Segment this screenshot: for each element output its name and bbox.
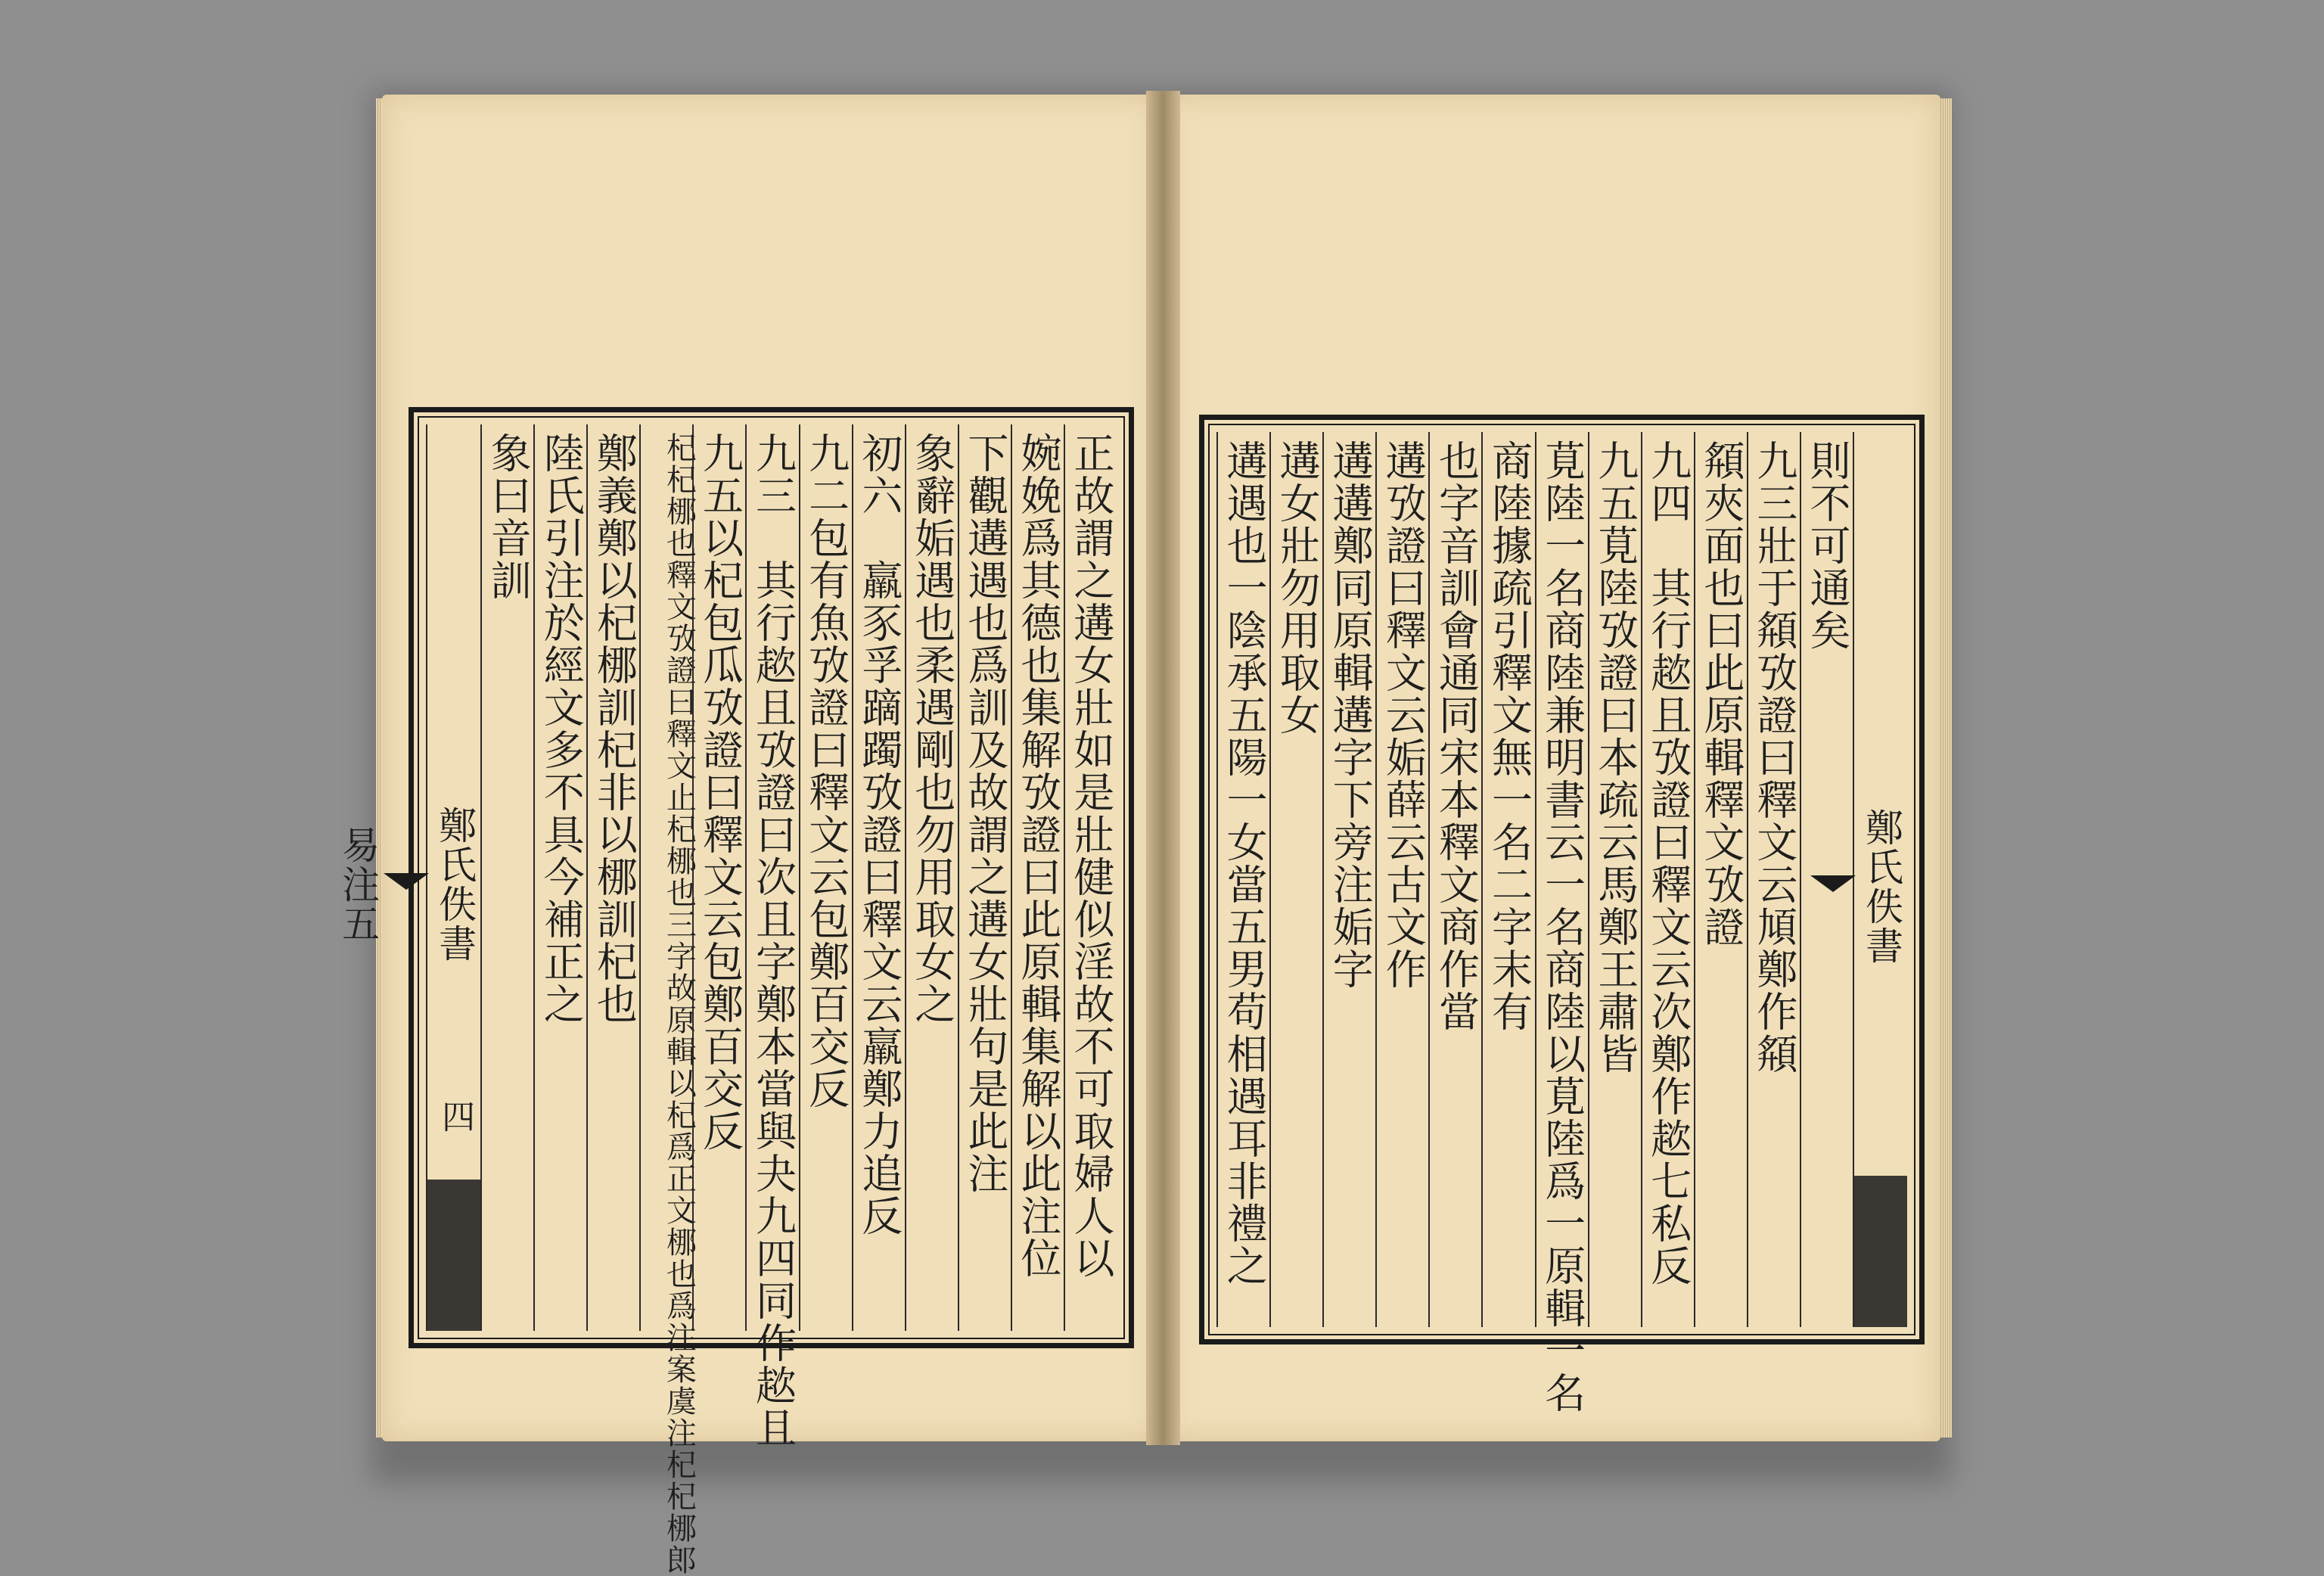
text-column: 象曰音訓 xyxy=(480,424,533,1331)
text-column: 九四 其行趑且攷證曰釋文云次鄭作趑七私反 xyxy=(1641,432,1694,1327)
text-column: 九三 其行趑且攷證曰次且字鄭本當與夬九四同作趑且 xyxy=(745,424,798,1331)
text-column: 九二包有魚攷證曰釋文云包鄭百交反 xyxy=(799,424,852,1331)
text-column: 初六 羸豕孚蹢躅攷證曰釋文云羸鄭力追反 xyxy=(852,424,905,1331)
fish-tail-mark xyxy=(384,873,429,890)
right-columns xyxy=(1216,432,1907,1414)
text-column: 遘女壯勿用取女 xyxy=(1269,432,1322,1327)
right-text-frame xyxy=(1199,415,1925,1414)
margin-section: 易注五 xyxy=(336,825,381,943)
text-column: 則不可通矣 xyxy=(1800,432,1853,1327)
text-column: 杞杞梛也釋文攷證曰釋文止杞梛也三字故原輯以杞爲正文梛也爲注案虞注杞杞梛郎 xyxy=(639,424,692,1331)
left-text-frame xyxy=(336,407,1134,1576)
text-column: 商陸據疏引釋文無一名二字末有 xyxy=(1481,432,1534,1327)
text-column: 莧陸一名商陸兼明書云一名商陸以莧陸爲一原輯一名 xyxy=(1535,432,1588,1327)
text-column: 九五以杞包瓜攷證曰釋文云包鄭百交反 xyxy=(692,424,745,1331)
text-column: 遘攷證曰釋文云姤薛云古文作 xyxy=(1375,432,1428,1327)
book-gutter xyxy=(1146,91,1180,1445)
text-column: 正故謂之遘女壯如是壯健似淫故不可取婦人以 xyxy=(1064,424,1117,1331)
margin-black-block xyxy=(427,1180,480,1331)
text-column: 頯夾面也曰此原輯釋文攷證 xyxy=(1694,432,1747,1327)
margin-title: 鄭氏佚書 xyxy=(1860,807,1903,965)
left-columns xyxy=(336,424,1117,1576)
text-column: 陸氏引注於經文多不具今補正之 xyxy=(533,424,586,1331)
text-column: 象辭姤遇也柔遇剛也勿用取女之 xyxy=(905,424,958,1331)
page-number: 四 xyxy=(436,1099,475,1134)
text-column: 九五莧陸攷證曰本疏云馬鄭王肅皆 xyxy=(1588,432,1641,1327)
text-column: 婉娩爲其德也集解攷證曰此原輯集解以此注位 xyxy=(1011,424,1064,1331)
margin-title: 鄭氏佚書 xyxy=(433,806,477,963)
text-column: 遘遘鄭同原輯遘字下旁注姤字 xyxy=(1322,432,1375,1327)
text-column: 也字音訓會通同宋本釋文商作當 xyxy=(1428,432,1481,1327)
left-page-margin-column xyxy=(336,424,480,1331)
text-column: 下觀遘遇也爲訓及故謂之遘女壯句是此注 xyxy=(958,424,1011,1331)
fish-tail-mark xyxy=(1810,875,1856,892)
right-page-margin-column xyxy=(1853,432,1907,1327)
margin-black-block xyxy=(1854,1176,1907,1327)
text-column: 鄭義鄭以杞梛訓杞非以梛訓杞也 xyxy=(586,424,639,1331)
text-column: 遘遇也一陰承五陽一女當五男苟相遇耳非禮之 xyxy=(1216,432,1269,1327)
text-column: 九三壯于頯攷證曰釋文云頄鄭作頯 xyxy=(1747,432,1800,1327)
